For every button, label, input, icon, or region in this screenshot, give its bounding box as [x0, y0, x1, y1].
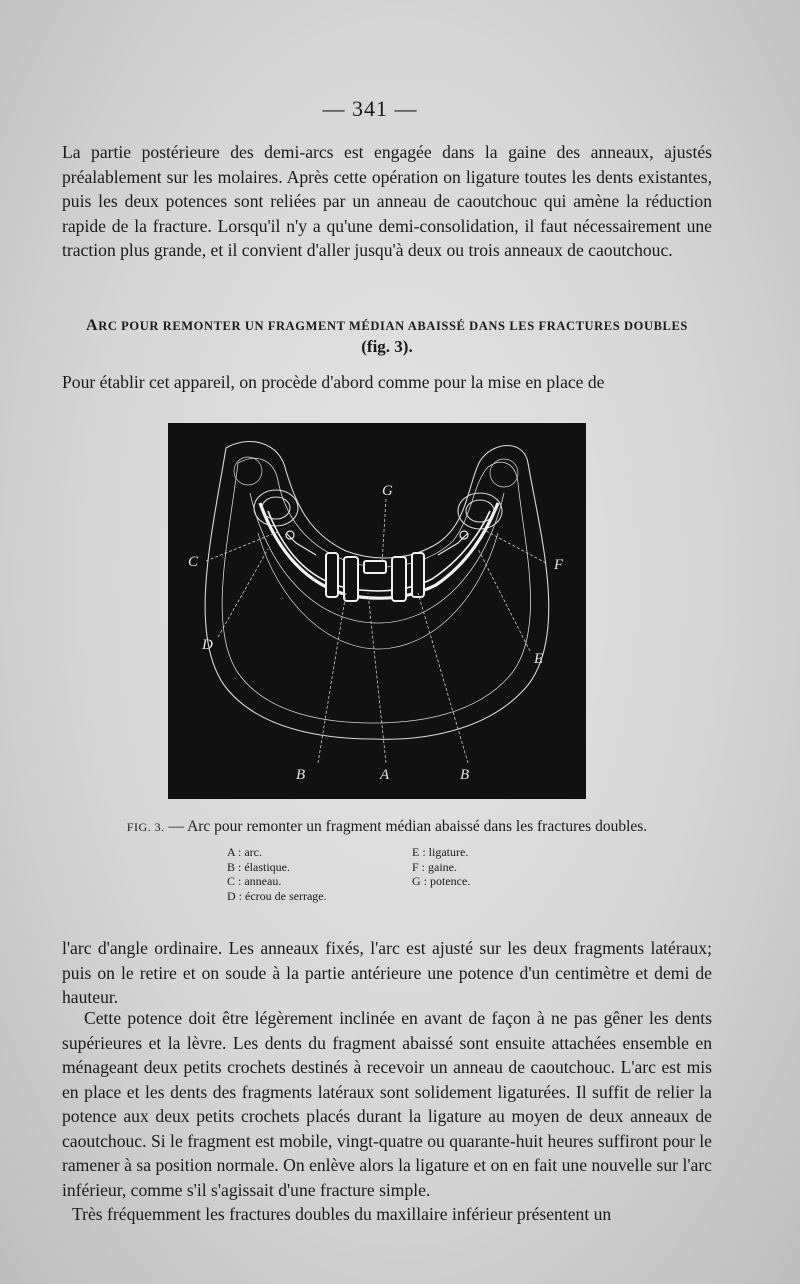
paragraph-3: l'arc d'angle ordinaire. Les anneaux fixés, l'arc est ajusté sur les deux fragments latéraux; puis on le retire et on soude à la partie antérieure une potence d'un centimètre et demi de hauteur. — [62, 938, 712, 1007]
legend-item-g: G : potence. — [412, 874, 471, 888]
legend-item-f: F : gaine. — [412, 859, 457, 874]
legend-item-e: E : ligature. — [412, 845, 469, 859]
figure-label-a: A — [380, 767, 390, 783]
legend-item-d: D : écrou de serrage. — [227, 888, 327, 903]
paragraph-4: Cette potence doit être légèrement inclinée en avant de façon à ne pas gêner les dents supérieures et la lèvre. Les dents du fragment abaissé sont ensuite attachées ensemble en ménageant deux petits crochets destinés à recevoir un anneau de caoutchouc. L'arc est mis en place et les dents des fragments latéraux sont solidement ligaturées. Il suffit de relier la potence aux deux petits crochets placés durant la ligature au moyen de deux anneaux de caoutchouc. Si le fragment est mobile, vingt-quatre ou quarante-huit heures suffiront pour le ramener à sa position normale. On enlève alors la ligature et on en fait une nouvelle sur l'arc inférieur, comme s'il s'agissait d'une fracture simple. — [62, 1008, 712, 1200]
section-figure-reference: (fig. 3). — [361, 337, 413, 356]
figure-caption — [62, 818, 712, 836]
legend-item-a: A : arc. — [227, 845, 262, 859]
figure-label-b-right: B — [460, 767, 470, 783]
legend-column-left — [227, 845, 327, 903]
figure-label-e: E — [534, 651, 544, 667]
page-number: — 341 — — [322, 96, 418, 121]
paragraph-2: Pour établir cet appareil, on procède d'abord comme pour la mise en place de — [62, 372, 605, 392]
legend-column-right — [412, 845, 470, 889]
paragraph-1: La partie postérieure des demi-arcs est engagée dans la gaine des anneaux, ajustés préalablement sur les molaires. Après cette opération on ligature toutes les dents existantes, puis les deux potences sont reliées par un anneau de caoutchouc qui amène la réduction rapide de la fracture. Lorsqu'il n'y a qu'une demi-consolidation, il faut nécessairement une traction plus grande, et il convient d'aller jusqu'à deux ou trois anneaux de caoutchouc. — [62, 142, 712, 260]
figure-label-g: G — [382, 483, 393, 499]
section-heading-text: RC POUR REMONTER UN FRAGMENT MÉDIAN ABAISSÉ DANS LES FRACTURES DOUBLES — [98, 319, 688, 333]
figure-label-b-left: B — [296, 767, 306, 783]
figure-caption-label: FIG. 3. — [126, 820, 165, 834]
mandible-arc-drawing — [168, 423, 586, 799]
figure-3-illustration — [168, 423, 586, 799]
figure-caption-text: — Arc pour remonter un fragment médian abaissé dans les fractures doubles. — [164, 818, 648, 835]
section-heading-initial: A — [86, 317, 99, 334]
figure-label-f: F — [554, 557, 564, 573]
legend-item-c: C : anneau. — [227, 874, 282, 888]
figure-label-c: C — [188, 554, 199, 570]
section-heading — [62, 314, 712, 338]
paragraph-5: Très fréquemment les fractures doubles du maxillaire inférieur présentent un — [72, 1204, 612, 1224]
legend-item-b: B : élastique. — [227, 859, 290, 874]
figure-label-d: D — [202, 637, 213, 653]
